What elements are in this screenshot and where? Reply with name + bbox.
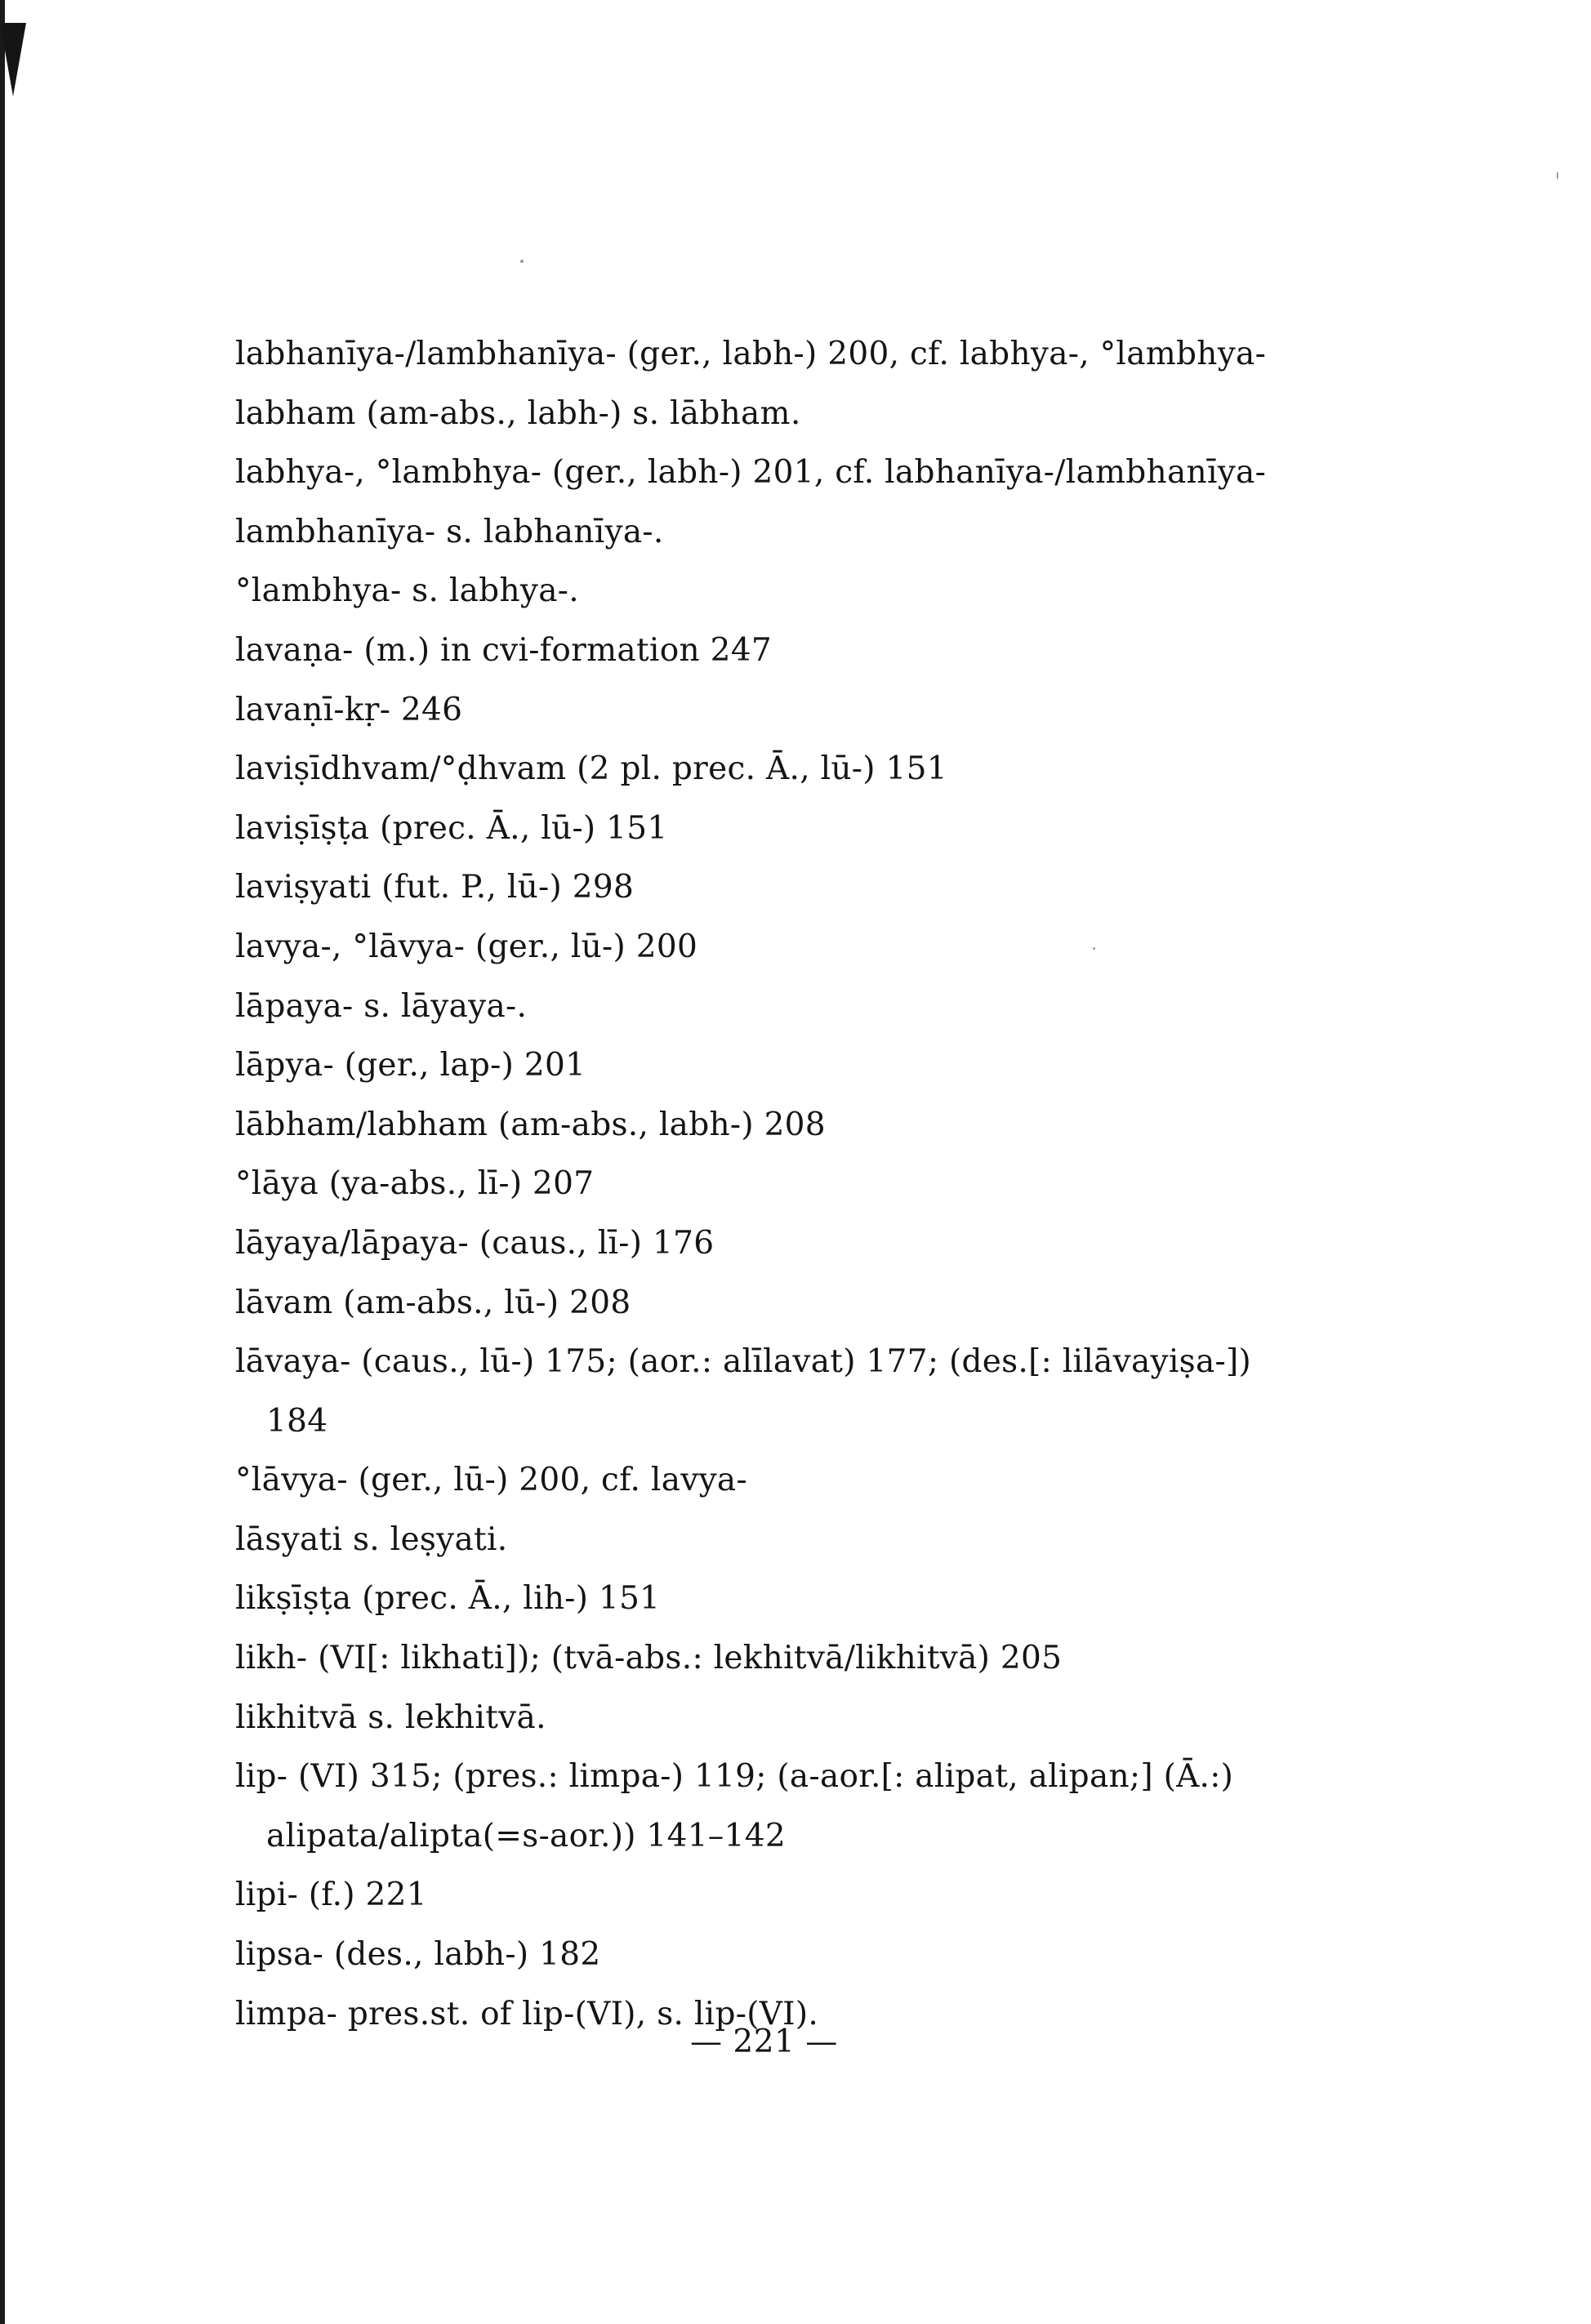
index-entry-text: lāvaya- (caus., lū-) 175; (aor.: alīlavat) 177; (des.[: lilāvayiṣa-]) xyxy=(235,1343,1252,1381)
index-entry xyxy=(235,858,1395,918)
index-entry xyxy=(235,1451,1395,1511)
index-entry xyxy=(235,621,1395,681)
index-entry-text: labhya-, °lambhya- (ger., labh-) 201, cf. labhanīya-/lambhanīya- xyxy=(235,454,1267,492)
index-entry-text: laviṣīdhvam/°ḍhvam (2 pl. prec. Ā., lū-) 151 xyxy=(235,750,947,788)
index-entry-list xyxy=(235,325,1395,2044)
index-entry xyxy=(235,503,1395,563)
index-entry xyxy=(235,1747,1395,1866)
index-entry-text: likhitvā s. lekhitvā. xyxy=(235,1698,546,1736)
index-entry-continuation: 184 xyxy=(266,1402,328,1440)
index-entry-text: lip- (VI) 315; (pres.: limpa-) 119; (a-aor.[: alipat, alipan;] (Ā.:) xyxy=(235,1758,1234,1796)
index-entry xyxy=(235,1333,1395,1451)
index-entry-text: °lambhya- s. labhya-. xyxy=(235,572,579,610)
index-entry xyxy=(235,1569,1395,1629)
index-entry xyxy=(235,681,1395,741)
index-entry xyxy=(235,740,1395,799)
index-entry-continuation: alipata/alipta(=s-aor.)) 141–142 xyxy=(266,1817,786,1854)
index-entry-text: laviṣyati (fut. P., lū-) 298 xyxy=(235,869,635,906)
index-entry-text: labham (am-abs., labh-) s. lābham. xyxy=(235,394,801,432)
index-entry-text: lāpaya- s. lāyaya-. xyxy=(235,987,528,1025)
index-entry-text: laviṣīṣṭa (prec. Ā., lū-) 151 xyxy=(235,809,668,847)
index-entry-text: likh- (VI[: likhati]); (tvā-abs.: lekhitvā/likhitvā) 205 xyxy=(235,1640,1063,1677)
index-entry-text: lāyaya/lāpaya- (caus., lī-) 176 xyxy=(235,1224,715,1262)
index-entry xyxy=(235,1629,1395,1689)
index-entry-text: lipsa- (des., labh-) 182 xyxy=(235,1936,601,1974)
index-entry xyxy=(235,918,1395,977)
index-entry-text: lavya-, °lāvya- (ger., lū-) 200 xyxy=(235,928,698,965)
index-entry xyxy=(235,1866,1395,1926)
scan-speck xyxy=(520,260,524,263)
index-entry xyxy=(235,1511,1395,1570)
index-entry xyxy=(235,1689,1395,1748)
index-entry xyxy=(235,977,1395,1037)
index-entry-text: lāsyati s. leṣyati. xyxy=(235,1520,508,1558)
scan-speck xyxy=(1557,171,1558,180)
index-entry-text: likṣīṣṭa (prec. Ā., lih-) 151 xyxy=(235,1580,661,1618)
index-entry xyxy=(235,1926,1395,1985)
index-entry-text: °lāvya- (ger., lū-) 200, cf. lavya- xyxy=(235,1462,747,1499)
index-entry-text: °lāya (ya-abs., lī-) 207 xyxy=(235,1165,595,1203)
index-entry-text: lavaṇa- (m.) in cvi-formation 247 xyxy=(235,631,772,669)
index-entry xyxy=(235,1155,1395,1214)
index-entry xyxy=(235,799,1395,859)
index-entry-text: lavaṇī-kṛ- 246 xyxy=(235,691,463,728)
index-entry xyxy=(235,443,1395,503)
index-entry-text: lambhanīya- s. labhanīya-. xyxy=(235,513,664,550)
binding-edge xyxy=(0,0,5,2324)
index-entry-text: lāvam (am-abs., lū-) 208 xyxy=(235,1284,631,1321)
index-entry xyxy=(235,562,1395,621)
index-entry xyxy=(235,385,1395,444)
index-entry xyxy=(235,1214,1395,1274)
index-entry-text: lābham/labham (am-abs., labh-) 208 xyxy=(235,1106,826,1143)
index-entry xyxy=(235,1274,1395,1333)
page-number: — 221 — xyxy=(690,2023,838,2060)
index-entry xyxy=(235,325,1395,385)
index-entry-text: lāpya- (ger., lap-) 201 xyxy=(235,1047,586,1084)
index-entry xyxy=(235,1036,1395,1096)
index-entry xyxy=(235,1096,1395,1155)
index-entry-text: labhanīya-/lambhanīya- (ger., labh-) 200, cf. labhya-, °lambhya- xyxy=(235,336,1267,372)
index-entry-text: limpa- pres.st. of lip-(VI), s. lip-(VI). xyxy=(235,1995,819,2032)
scan-corner-mark xyxy=(0,23,26,96)
index-entry-text: lipi- (f.) 221 xyxy=(235,1877,427,1914)
